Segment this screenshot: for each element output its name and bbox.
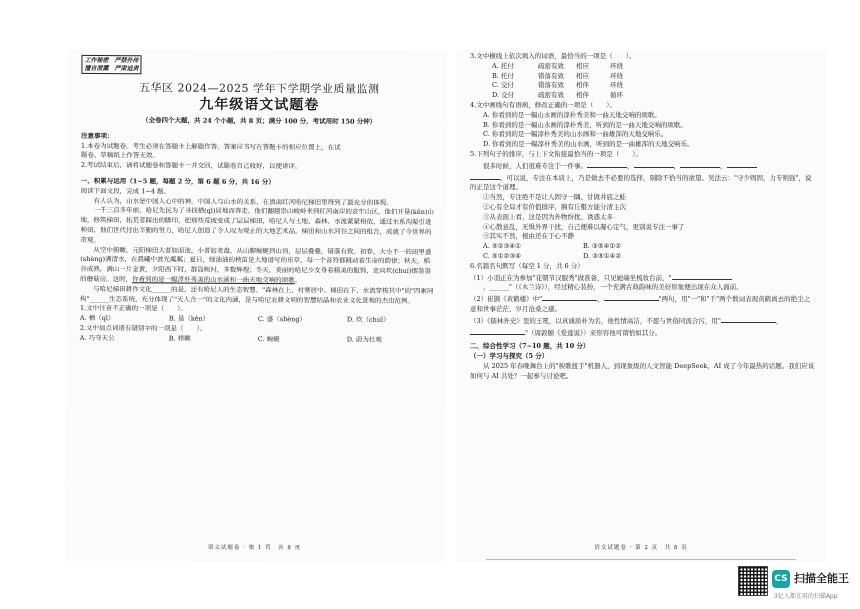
question-5-options-row-1: [483, 242, 683, 252]
q6-3-text-b: "（周敦颐《爱莲说》）来形容他可谓恰如其分。: [525, 328, 662, 337]
para3-end: 。: [294, 276, 302, 285]
subsection-heading: （一）学习与探究（5 分）: [470, 352, 549, 361]
option-a: A. 栖（qī）: [79, 314, 115, 323]
passage-paragraph-4: 与哈尼梯田耕作文化______的是，还有哈尼人的生态智慧。"森林在上、村寨居中、梯田在下、水流穿梭其中"的"四素同构"______生态系统，充分体现了"天人合一"的文化内涵，是与哈尼农耕文明的智慧结晶和农业文化景观的杰出范例。: [80, 284, 434, 305]
stamp-line-1: 工作秘密 严禁外传: [84, 56, 139, 65]
question-6-3: （3）《儒林外史》里的王冕，以真诚质朴为名，他性情高洁，不愿与世俗同流合污，用" ，"（周敦颐《爱莲说》）来形容他可谓恰如其分。: [470, 316, 783, 337]
question-6-2: （2）崔颢《黄鹤楼》中" ， "两句，用"一"和"千"两个数词表现黄鹤离去的绝尘之意和世事茫茫、岁月沧桑之感。: [470, 295, 811, 313]
camscanner-logo: CS: [772, 570, 790, 588]
option-d-3: 相伴: [576, 91, 589, 100]
paper-info: （全卷四个大题，共 24 个小题，共 8 页；满分 100 分，考试用时 150 分钟）: [141, 116, 377, 126]
q6-2-text-b: "两句，用"一"和"千"两个数词表现黄鹤离去的绝尘之意和世事茫茫、岁月沧桑之感。: [470, 295, 811, 313]
option-d: D. ③⑤①④②: [583, 251, 622, 260]
option-c-4: 环绕: [610, 81, 623, 90]
page-footer: 语文试题卷 · 第 1 页 共 8 页: [207, 544, 302, 552]
option-b: B. ③⑤④①②: [583, 242, 622, 251]
question-2: 2.文中加点词语有错别字的一项是（ ）。: [79, 323, 207, 333]
exam-page-1: [64, 49, 447, 563]
section-1-heading: 一、积累与运用（1~5 题，每题 2 分，第 6 题 6 分，共 16 分）: [80, 176, 275, 187]
page-divider: [486, 559, 796, 560]
question-1: 1.文中注音不正确的一项是（ ）。: [79, 304, 187, 313]
stamp-line-2: 擅自泄露 严肃追责: [84, 64, 139, 72]
option-a: A. ⑤②③④①: [483, 242, 521, 251]
passage-paragraph-1: 有人认为，山水是中国人心中的神。中国人与山水的关系，在滇南红河哈尼梯田里得到了最充分的体现。: [93, 196, 393, 207]
sentence-item: ②心有全局才有价值排序，胸有丘壑方能分清主次: [483, 202, 626, 211]
para3-text: 从空中俯瞰，元阳梯田大者如面池，小者如麦盘，从山脚蜿蜒到山顶，层层叠叠，错落有致。初春，大小不一的田里盛(shèng)满清水，在晨曦中波光粼粼；夏日，绿油油的秧苗是大地谱写的乐章，每一个音符都跳动着生命的韵律；秋天，稻谷成熟，满山一片金黄，夕阳西下时，群岛映衬，多数辉煌；冬天，美丽的哈尼少女身着精美的服饰，走向坎(chuí)烟袅袅的蘑菇房。这时，: [80, 245, 432, 284]
q6-2-text-a: （2）崔颢《黄鹤楼》中": [470, 295, 543, 304]
option-d-4: 循环: [610, 91, 623, 100]
option-a-2: 疏密有致: [538, 61, 564, 70]
sentence-item: ④心散意乱，无惧外界干扰，自己便难以凝心定气，更别说专注一事了: [483, 222, 685, 231]
option-c-1: C. 交付: [492, 81, 514, 90]
option-b: B. 垦（kěn）: [168, 314, 210, 323]
question-3: 3.文中横线上依次填入的词语，最恰当的一项是（ ）。: [470, 52, 636, 60]
confidential-stamp: [81, 55, 141, 74]
section-2-heading: 二、综合性学习（7~10 题，共 10 分）: [470, 342, 590, 351]
option-a: A. 你看到的是一幅山水画的淳朴秀美和一曲天地交响的颂歌。: [483, 110, 661, 119]
reading-intro: 阅读下面文段，完成 1~4 题。: [80, 186, 171, 196]
exam-page-2: [456, 50, 826, 562]
q6-3-text-a: （3）《儒林外史》里的王冕，以真诚质朴为名，他性情高洁，不愿与世俗同流合污，用": [470, 316, 721, 325]
option-b-1: B. 托付: [492, 71, 514, 80]
question-2-options: [80, 334, 436, 346]
option-d-1: D. 交付: [492, 91, 515, 100]
subsection-text: 从 2025 年春晚舞台上的"秧歌扭手"机器人，到现象级的人文智能 DeepSeek，AI 成了今年最热的话题。我们应该如何与 AI 共处？一起参与讨论吧。: [470, 361, 815, 380]
scanner-watermark: [738, 564, 858, 604]
option-b: B. 你看到的是一幅山水画的淳朴秀美，听到的是一曲天地交响的颂歌。: [483, 120, 687, 129]
note-line: 2.考试结束后，请将试题卷和答题卡一并交回，试题卷自己收好，以便讲评。: [80, 161, 302, 171]
question-6: 6.名篇名句默写（每空 1 分，共 6 分）: [470, 261, 584, 270]
question-6-1: [470, 272, 816, 284]
q6-1-text-a: （1）小羽正在为参加"花朝节汉服秀"做准备，只见她端坐梳妆台前，": [470, 273, 672, 282]
question-5-options-row-2: [483, 252, 683, 262]
underlined-sentence: 你看到的是一幅淳朴秀美的山水画和一曲天地交响的颂歌: [132, 275, 295, 285]
option-c: C. ⑤①②③④: [483, 251, 522, 260]
notes-title: 注意事项：: [81, 131, 114, 140]
note-line: 题卷、草稿纸上作答无效。: [80, 151, 159, 160]
question-5: 5.下列句子的排序，与上下文衔接最恰当的一项是（ ）。: [470, 149, 642, 158]
question-5-lead: 很多时候，人们很难专注于一件事。 ， ， ，: [470, 160, 816, 172]
option-c-3: 相伴: [576, 81, 589, 90]
question-4: 4.文中画线句有语病，修改正确的一项是（ ）。: [470, 100, 616, 109]
option-b: B. 栉瞰: [168, 334, 191, 343]
district-title: 五华区 2024—2025 学年下学期学业质量监测: [139, 81, 380, 96]
paper-title: 九年级语文试题卷: [199, 96, 320, 114]
option-b-4: 环绕: [610, 71, 623, 80]
question-6-1-cont: ，______"（《木兰诗》），经过精心装扮，一个充满古典韵味的美好形象便出现在众人面前。: [483, 283, 743, 292]
question-3-options: [470, 62, 816, 101]
option-c-2: 错落有致: [538, 81, 564, 90]
q5-cont-text: 。可以说，专注在本质上，乃是做去不必要的选择，剔除不恰当的欲望。吴法云："守少则固，力专则强"，说的正是这个道理。: [470, 173, 812, 192]
option-a-1: A. 托付: [492, 61, 514, 70]
option-d: D. 蔚为壮观: [346, 335, 382, 344]
passage-paragraph-2: 一千三百多年前，哈尼先民为了寻找栖(qī)居地而奔走，他们翻越崇山峻岭来到红河南岸的哀牢山区，他们开垦(kěn)山地，修筑梯田，拓荒者踩出的脚印，把那些荒坡变成了层层梯田，哈尼人与土地、森林、水流紧紧相依，通过水系沟渠引进种田，他们世代付出辛勤的努力，哈尼人创造了令人叹为观止的大地艺术品。梯田和山水河谷之间的组合，成就了今世界的奇观。: [80, 206, 434, 244]
sentence-item: ①当然，专注绝不是让人固守一隅、甘做井底之蛙: [483, 193, 626, 202]
question-5-continuation: [470, 172, 816, 194]
option-d-2: 疏密有致: [538, 91, 564, 100]
option-b-2: 错落有致: [538, 71, 564, 80]
brand-name: 扫描全能王: [794, 572, 849, 585]
passage-paragraph-3: [80, 245, 436, 286]
option-d: D. 你看到的是一幅淳朴秀美的山水画，听到的是一曲雄浑的天地交响乐。: [483, 140, 694, 149]
q5-lead-text: 很多时候，人们很难专注于一件事。: [483, 161, 587, 170]
option-c: C. 盛（shèng）: [257, 315, 307, 324]
page-footer: 语文试题卷 · 第 2 页 共 8 页: [594, 545, 688, 552]
option-b-3: 相应: [576, 71, 589, 80]
sentence-item: ③从表面上看，这是因为外物纷扰、诱惑太多: [483, 212, 613, 221]
option-a: A. 巧夺天公: [79, 333, 115, 342]
sentence-item: ⑤其实不然，根由还在于心不静: [483, 232, 574, 241]
option-c: C. 蜿蜒: [257, 334, 280, 343]
option-d: D. 炊（chuī）: [346, 315, 390, 324]
brand-subtitle: 3亿人都在用的扫描App: [774, 593, 838, 600]
option-c: C. 你看到的是一幅淳朴秀美的山水画和一曲雄浑的天地交响乐。: [483, 130, 668, 139]
note-line: 1.本卷为试题卷。考生必须在答题卡上解题作答。答案应书写在答题卡的相应位置上，在试: [80, 141, 341, 152]
qr-code-icon: [738, 566, 768, 596]
option-a-3: 相应: [576, 61, 589, 70]
option-a-4: 环绕: [610, 61, 623, 70]
